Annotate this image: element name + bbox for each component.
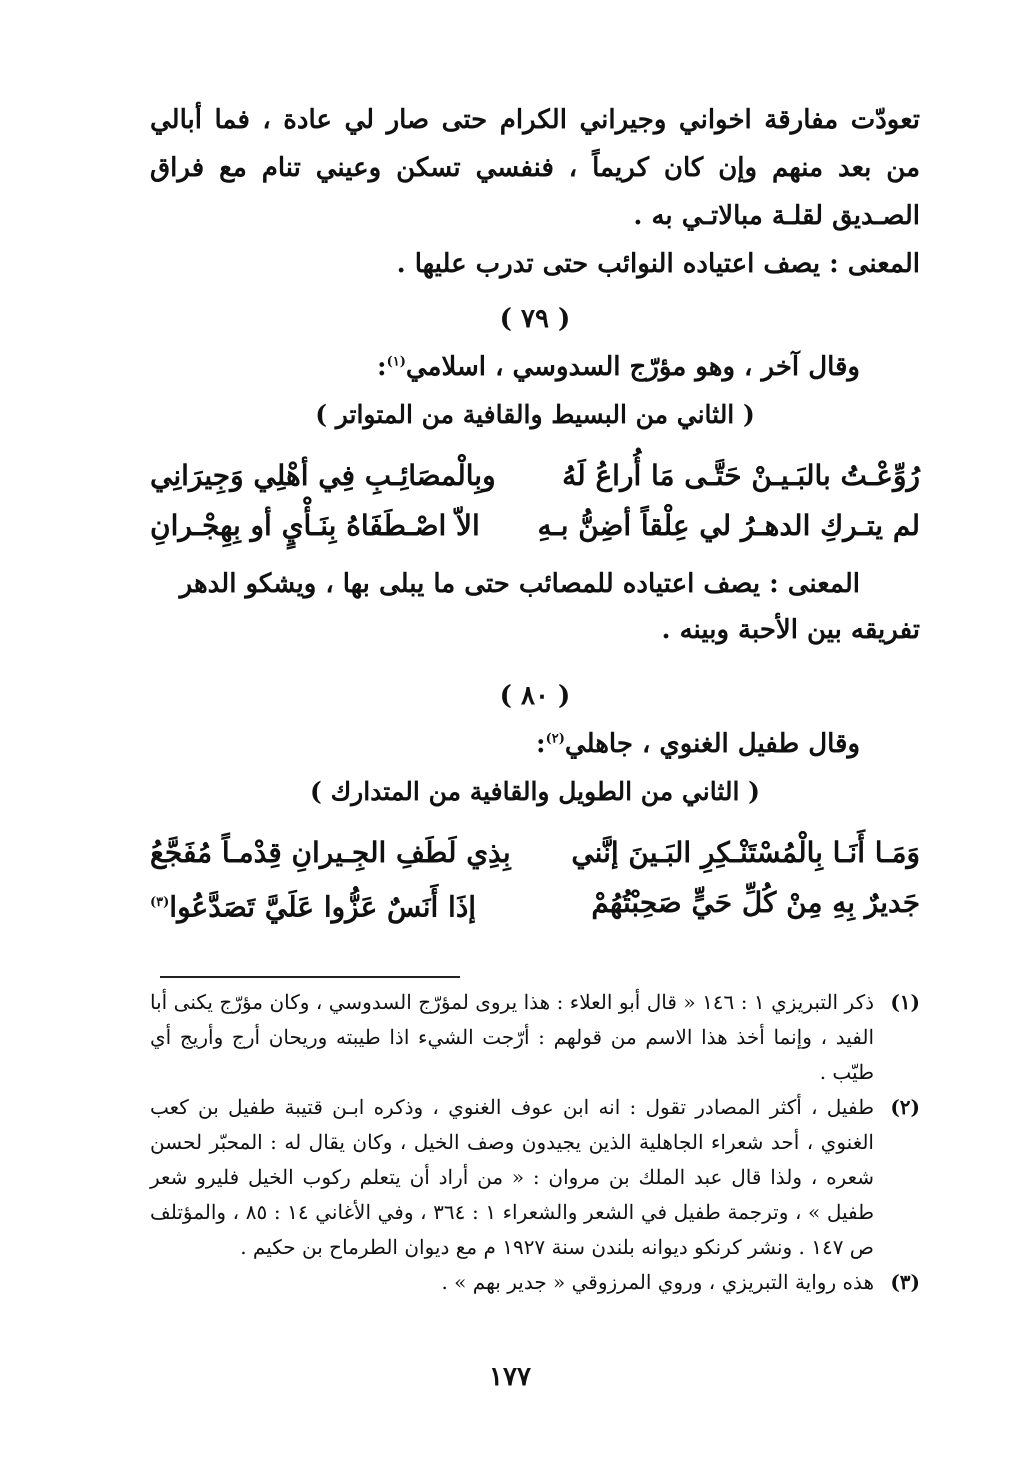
verse-line bbox=[150, 451, 920, 501]
verse-first-hemistich: رُوِّعْـتُ بالبَـيـنْ حَتَّـى مَا أُراعُ لَهُ bbox=[562, 459, 920, 492]
footnote-item bbox=[150, 1265, 920, 1300]
footnote-text: هذه رواية التبريزي ، وروي المرزوقي « جدير بهم » . bbox=[441, 1270, 874, 1294]
section-intro-79 bbox=[150, 352, 920, 382]
verse-first-hemistich: وَمَـا أَنَـا بِالْمُسْتَنْـكِرِ البَـينَ إنَّني bbox=[571, 836, 920, 869]
page-body bbox=[150, 96, 920, 932]
section-intro-text: وقال طفيل الغنوي ، جاهلي bbox=[564, 729, 860, 759]
intro-meaning: المعنى : يصف اعتياده النوائب حتى تدرب عليها . bbox=[396, 249, 920, 279]
intro-paragraph: تعودّت مفارقة اخواني وجيراني الكرام حتى صار لي عادة ، فما أبالي من بعد منهم وإن كان كريماً ، فنفسي تسكن وعيني تنام مع فراق الصـديق لقلـة مبالاتـي به . bbox=[150, 105, 920, 231]
footnote-mark: (١) bbox=[890, 990, 920, 1014]
meter-79: ( الثاني من البسيط والقافية من المتواتر ) bbox=[315, 400, 755, 429]
section-intro-tail: : bbox=[536, 729, 546, 759]
verse-second-hemistich bbox=[150, 878, 476, 932]
footnotes bbox=[150, 985, 920, 1300]
verse-second-hemistich: بِذِي لَطَفِ الجِـيرانِ قِدْمـاً مُفَجَّعُ bbox=[150, 836, 511, 869]
verse-second-hemistich: الاّ اصْـطَفَاهُ بِنَـأْيٍ أو بِهِجْـرانِ bbox=[150, 509, 480, 542]
verse-line bbox=[150, 878, 920, 932]
footnote-mark: (٢) bbox=[890, 1095, 920, 1119]
meaning-79: المعنى : يصف اعتياده للمصائب حتى ما يبلى بها ، ويشكو الدهر تفريقه بين الأحبة وبينه . bbox=[179, 569, 920, 645]
verse-line bbox=[150, 501, 920, 551]
section-intro-80 bbox=[150, 729, 920, 759]
section-number-79: ( ٧٩ ) bbox=[499, 304, 571, 334]
footnote-ref-3[interactable]: (٣) bbox=[150, 895, 170, 910]
footnote-item bbox=[150, 1090, 920, 1265]
section-number-80: ( ٨٠ ) bbox=[499, 681, 571, 711]
footnote-mark: (٣) bbox=[890, 1270, 920, 1294]
verse-first-hemistich: لم يتـركِ الدهـرُ لي عِلْقاً أضِنُّ بـهِ bbox=[537, 509, 920, 542]
verse-second-text: إذَا أَنَسٌ عَزُّوا عَلَيَّ تَصَدَّعُوا bbox=[169, 890, 477, 924]
footnote-text: طفيل ، أكثر المصادر تقول : انه ابن عوف الغنوي ، وذكره ابـن قتيبة طفيل بن كعب الغنوي ، أحد شعراء الجاهلية الذين يجيدون وصف الخيل ، وكان يقال له : المحبّر لحسن شعره ، ولذا قال عبد الملك بن مروان : « من أراد أن يتعلم ركوب الخيل فليرو شعر طفيل » ، وترجمة طفيل في الشعر والشعراء ١ : ٣٦٤ ، وفي الأغاني ١٤ : ٨٥ ، والمؤتلف ص ١٤٧ . ونشر كرنكو ديوانه بلندن سنة ١٩٢٧ م مع ديوان الطرماح بن حكيم . bbox=[150, 1095, 875, 1259]
section-intro-text: وقال آخر ، وهو مؤرّج السدوسي ، اسلامي bbox=[405, 352, 860, 382]
section-intro-tail: : bbox=[376, 352, 387, 382]
footnote-item bbox=[150, 985, 920, 1090]
footnote-ref-1[interactable]: (١) bbox=[386, 354, 406, 370]
verse-line bbox=[150, 828, 920, 878]
page-number: ١٧٧ bbox=[489, 1362, 531, 1392]
footnote-text: ذكر التبريزي ١ : ١٤٦ « قال أبو العلاء : هذا يروى لمؤرّج السدوسي ، وكان مؤرّج يكنى أبا الفيد ، وإنما أخذ هذا الاسم من قولهم : أرّجت الشيء اذا طيبته وريحان أرج وأريج أي طيّب . bbox=[150, 990, 875, 1084]
verse-first-hemistich: جَديرٌ بِهِ مِنْ كُلِّ حَيٍّ صَحِبْتُهُمْ bbox=[591, 886, 920, 919]
meter-80: ( الثاني من الطويل والقافية من المتدارك ) bbox=[310, 777, 760, 806]
footnote-divider bbox=[160, 976, 460, 978]
footnote-ref-2[interactable]: (٢) bbox=[545, 731, 565, 747]
verse-second-hemistich: وبِالْمصَائِـبِ فِي أهْلِي وَجِيرَانِي bbox=[150, 459, 496, 492]
